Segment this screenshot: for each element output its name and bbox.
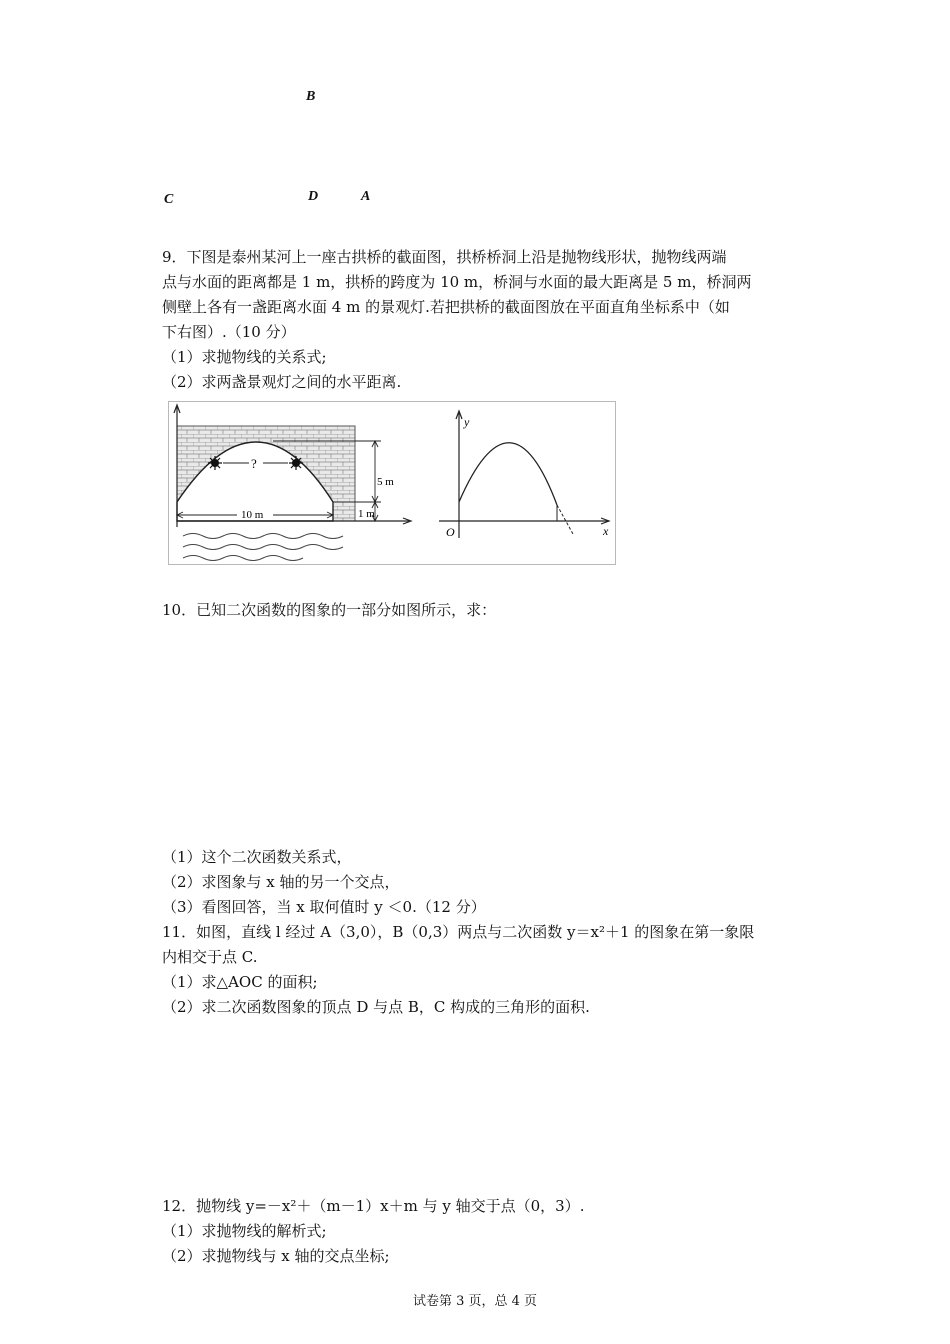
bridge-figure-svg: [169, 402, 615, 564]
q11-line-2: 内相交于点 C.: [162, 948, 258, 966]
base-height-label: 1 m: [358, 508, 375, 520]
point-label-a: A: [361, 189, 371, 204]
q11-sub-2: （2）求二次函数图象的顶点 D 与点 B，C 构成的三角形的面积.: [162, 998, 590, 1016]
origin-label: O: [446, 525, 455, 539]
q12-sub-2: （2）求抛物线与 x 轴的交点坐标;: [162, 1247, 390, 1265]
q9-sub-1: （1）求抛物线的关系式;: [162, 348, 327, 366]
q9-line-1: 9．下图是泰州某河上一座古拱桥的截面图，拱桥桥洞上沿是抛物线形状，抛物线两端: [162, 248, 727, 266]
point-label-d: D: [308, 189, 319, 204]
q9-line-3: 侧壁上各有一盏距离水面 4 m 的景观灯.若把拱桥的截面图放在平面直角坐标系中（如: [162, 298, 730, 316]
right-lamp-icon: [289, 456, 303, 470]
height-label: 5 m: [377, 476, 394, 488]
q10-sub-1: （1）这个二次函数关系式，: [162, 848, 352, 866]
q10-sub-3: （3）看图回答，当 x 取何值时 y ＜0.（12 分）: [162, 898, 486, 916]
q9-line-4: 下右图）.（10 分）: [162, 323, 296, 341]
q12-sub-1: （1）求抛物线的解析式;: [162, 1222, 327, 1240]
q11-sub-1: （1）求△AOC 的面积;: [162, 973, 318, 991]
span-label: 10 m: [241, 509, 264, 521]
bridge-figure: [168, 401, 616, 565]
x-axis-label: x: [603, 524, 609, 538]
q9-sub-2: （2）求两盏景观灯之间的水平距离.: [162, 373, 402, 391]
q10-line-1: 10．已知二次函数的图象的一部分如图所示，求：: [162, 601, 497, 619]
point-label-c: C: [164, 192, 174, 207]
left-lamp-icon: [208, 456, 222, 470]
q12-line-1: 12．抛物线 y=－x²＋（m－1）x＋m 与 y 轴交于点（0，3）.: [162, 1197, 585, 1215]
q10-sub-2: （2）求图象与 x 轴的另一个交点，: [162, 873, 400, 891]
y-axis-label: y: [464, 415, 470, 429]
page-footer: 试卷第 3 页，总 4 页: [412, 1294, 538, 1309]
q9-line-2: 点与水面的距离都是 1 m，拱桥的跨度为 10 m，桥洞与水面的最大距离是 5 m，桥洞两: [162, 273, 752, 291]
q11-line-1: 11．如图，直线 l 经过 A（3,0），B（0,3）两点与二次函数 y＝x²＋1 的图象在第一象限: [162, 923, 755, 941]
lamp-distance-label: ?: [251, 456, 257, 471]
point-label-b: B: [306, 89, 316, 104]
